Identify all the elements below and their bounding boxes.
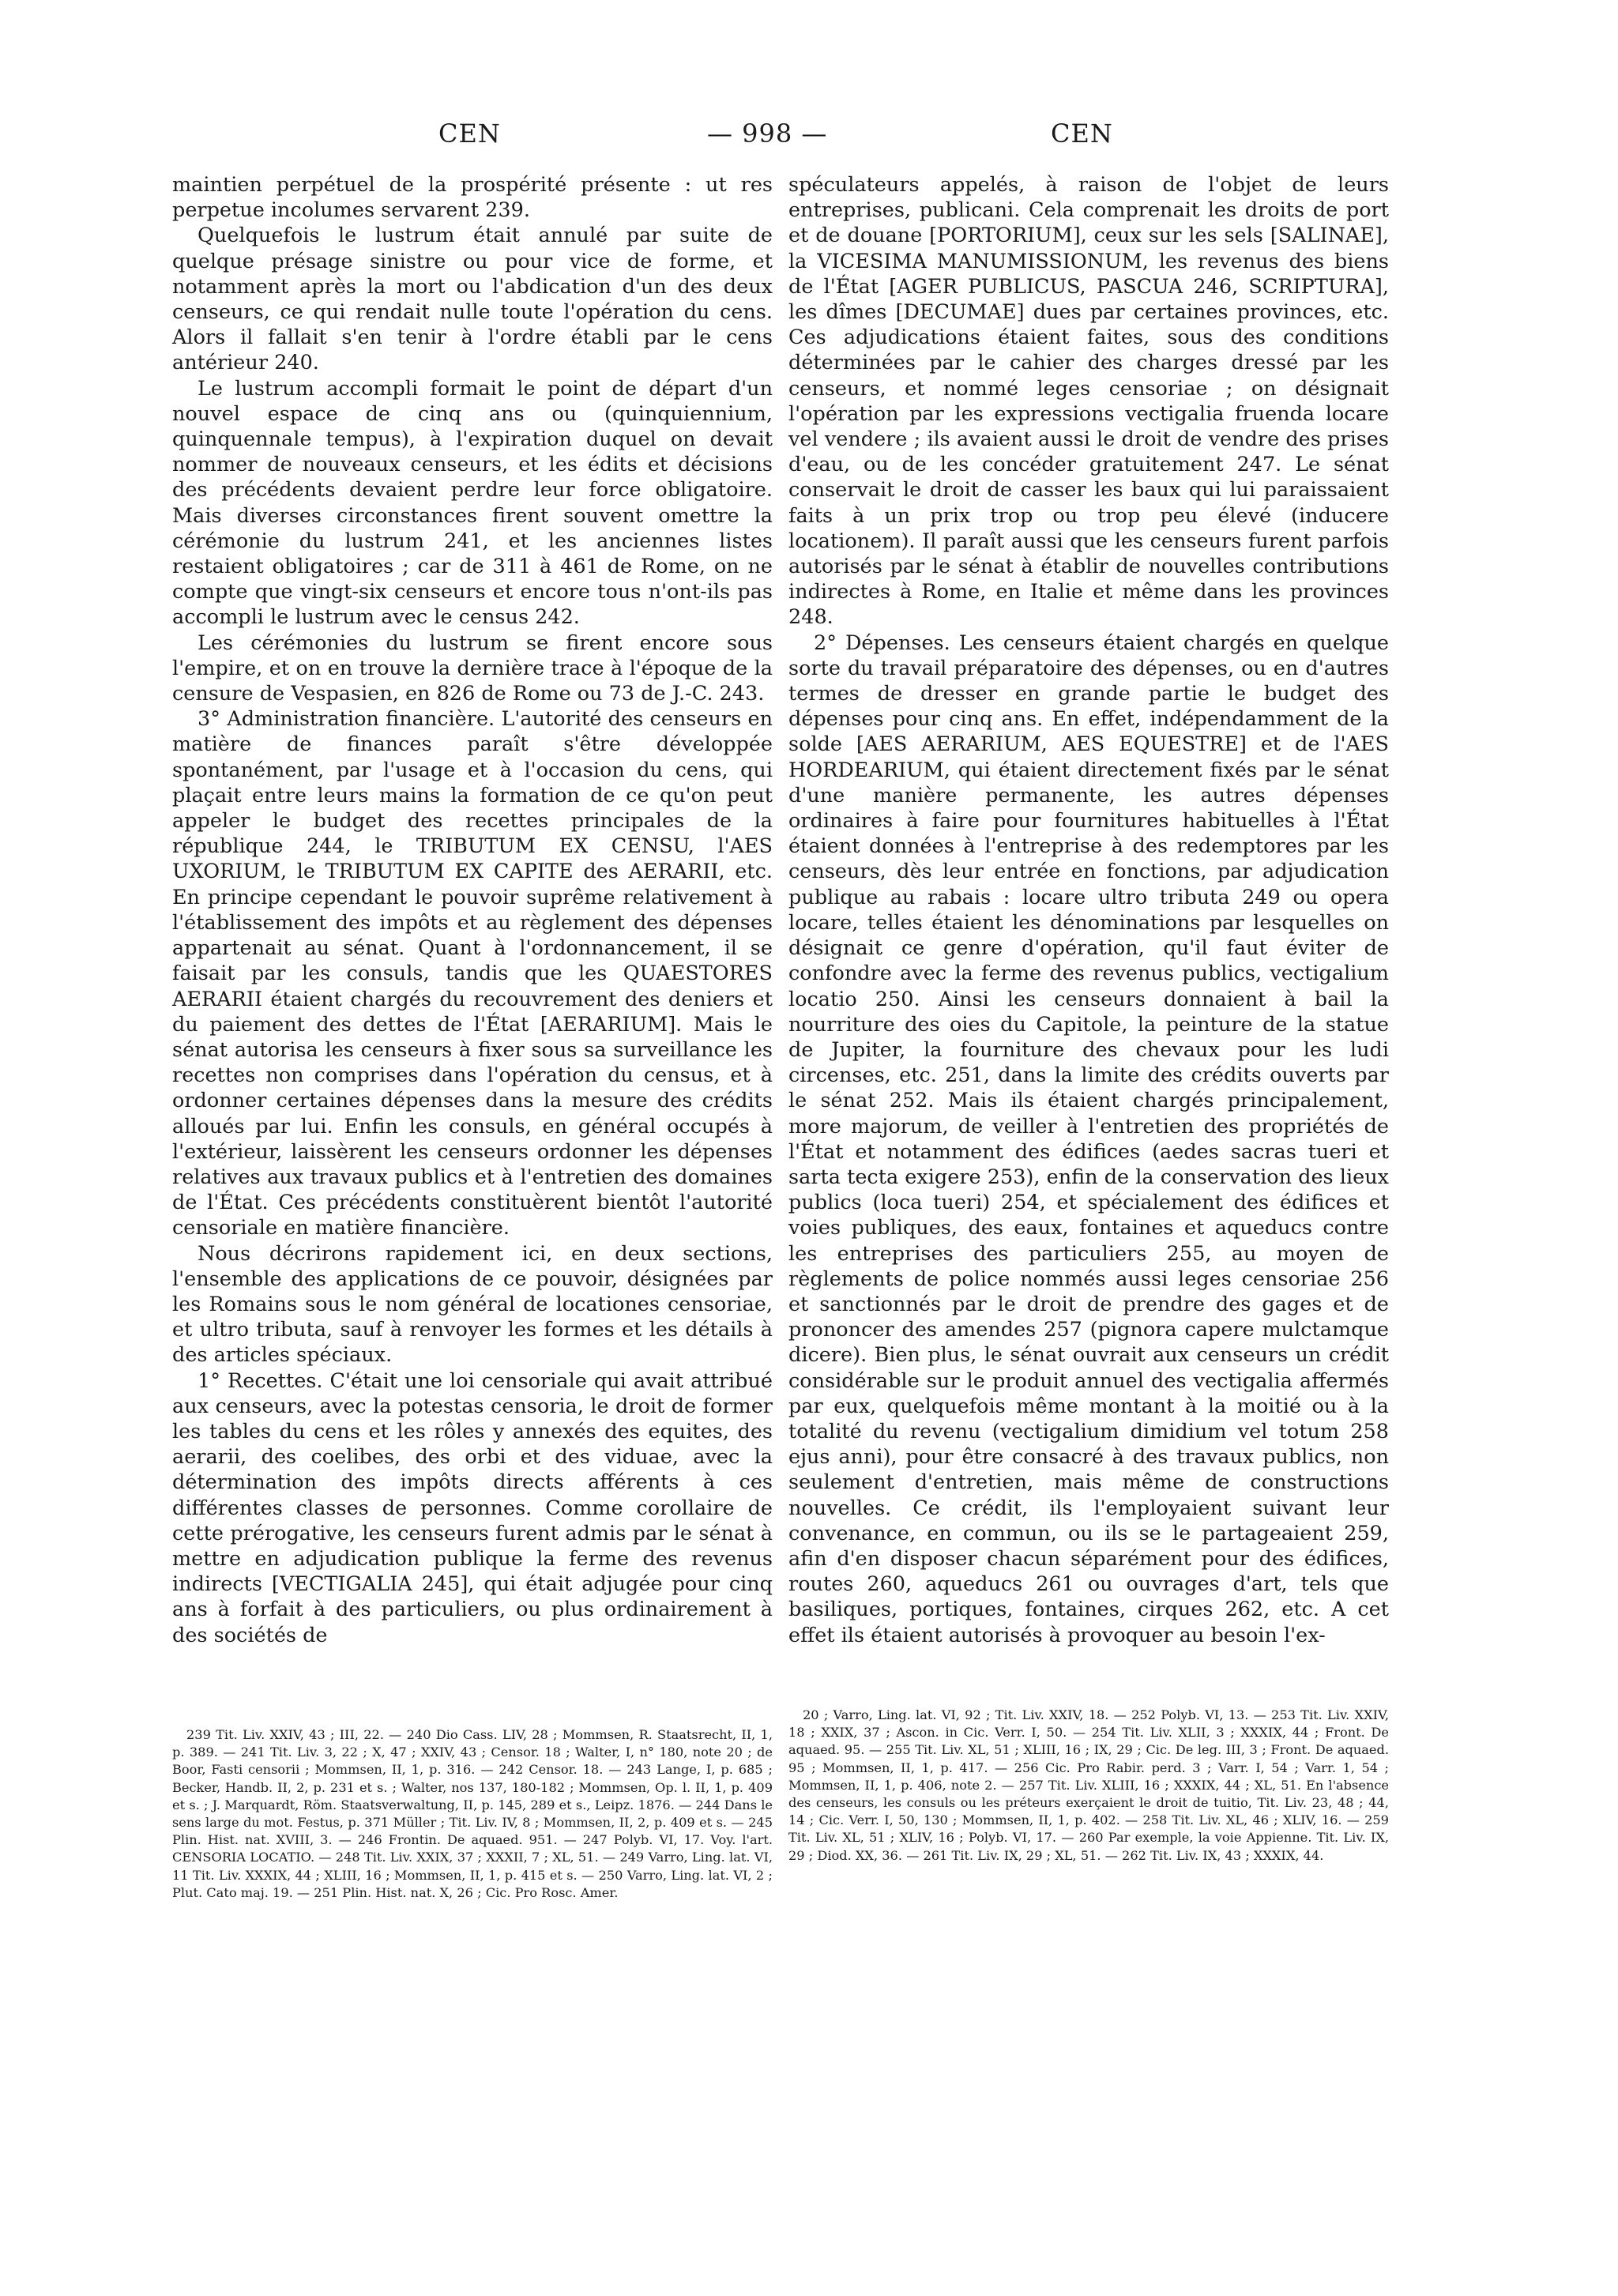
paragraph: Les cérémonies du lustrum se firent encore sous l'empire, et on en trouve la dernière trace à l'époque de la censure de Vespasien, en 826 de Rome ou 73 de J.-C. 243. — [172, 630, 773, 706]
paragraph: 3° Administration financière. L'autorité des censeurs en matière de finances paraît s'être développée spontanément, par l'usage et à l'occasion du cens, qui plaçait entre leurs mains la formation de ce qu'on peut appeler le budget des recettes principales de la république 244, le TRIBUTUM EX CENSU, l'AES UXORIUM, le TRIBUTUM EX CAPITE des AERARII, etc. En principe cependant le pouvoir suprême relativement à l'établissement des impôts et au règlement des dépenses appartenait au sénat. Quant à l'ordonnancement, il se faisait par les consuls, tandis que les QUAESTORES AERARII étaient chargés du recouvrement des deniers et du paiement des dettes de l'État [AERARIUM]. Mais le sénat autorisa les censeurs à fixer sous sa surveillance les recettes non comprises dans l'opération du census, et à ordonner certaines dépenses dans la mesure des crédits alloués par lui. Enfin les consuls, en général occupés à l'extérieur, laissèrent les censeurs ordonner les dépenses relatives aux travaux publics et à l'entretien des domaines de l'État. Ces précédents constituèrent bientôt l'autorité censoriale en matière financière. — [172, 707, 773, 1240]
running-head-right: CEN — [1051, 119, 1113, 149]
paragraph: Le lustrum accompli formait le point de départ d'un nouvel espace de cinq ans ou (quinquiennium, quinquennale tempus), à l'expiration duquel on devait nommer de nouveaux censeurs, et les édits et décisions des précédents devaient perdre leur force obligatoire. Mais diverses circonstances firent souvent omettre la cérémonie du lustrum 241, et les anciennes listes restaient obligatoires ; car de 311 à 461 de Rome, on ne compte que vingt-six censeurs et encore tous n'ont-ils pas accompli le lustrum avec le census 242. — [172, 376, 773, 630]
footnote-block: 239 Tit. Liv. XXIV, 43 ; III, 22. — 240 Dio Cass. LIV, 28 ; Mommsen, R. Staatsrecht, II, 1, p. 389. — 241 Tit. Liv. 3, 22 ; X, 47 ; XXIV, 43 ; Censor. 18 ; Walter, I, n° 180, note 20 ; de Boor, Fasti censorii ; Mommsen, II, 1, p. 316. — 242 Censor. 18. — 243 Lange, I, p. 685 ; Becker, Handb. II, 2, p. 231 et s. ; Walter, nos 137, 180-182 ; Mommsen, Op. l. II, 1, p. 409 et s. ; J. Marquardt, Röm. Staatsverwaltung, II, p. 145, 289 et s., Leipz. 1876. — 244 Dans le sens large du mot. Festus, p. 371 Müller ; Tit. Liv. IV, 8 ; Mommsen, II, 2, p. 409 et s. — 245 Plin. Hist. nat. XVIII, 3. — 246 Frontin. De aquaed. 951. — 247 Polyb. VI, 17. Voy. l'art. CENSORIA LOCATIO. — 248 Tit. Liv. XXIX, 37 ; XXXII, 7 ; XL, 51. — 249 Varro, Ling. lat. VI, 11 Tit. Liv. XXXIX, 44 ; XLIII, 16 ; Mommsen, II, 1, p. 415 et s. — 250 Varro, Ling. lat. VI, 2 ; Plut. Cato maj. 19. — 251 Plin. Hist. nat. X, 26 ; Cic. Pro Rosc. Amer. — [172, 1727, 773, 1900]
right-text-column — [788, 172, 1389, 1648]
running-head-left: CEN — [438, 119, 501, 149]
paragraph: Quelquefois le lustrum était annulé par suite de quelque présage sinistre ou pour vice de forme, et notamment après la mort ou l'abdication d'un des deux censeurs, ce qui rendait nulle toute l'opération du cens. Alors il fallait s'en tenir à l'ordre établi par le cens antérieur 240. — [172, 224, 773, 375]
paragraph: 2° Dépenses. Les censeurs étaient chargés en quelque sorte du travail préparatoire des dépenses, ou en d'autres termes de dresser en grande partie le budget des dépenses pour cinq ans. En effet, indépendamment de la solde [AES AERARIUM, AES EQUESTRE] et de l'AES HORDEARIUM, qui étaient directement fixés par le sénat d'une manière permanente, les autres dépenses ordinaires à faire pour fournitures habituelles à l'État étaient données à l'entreprise à des redemptores par les censeurs, dès leur entrée en fonctions, par adjudication publique au rabais : locare ultro tributa 249 ou opera locare, telles étaient les dénominations par lesquelles on désignait ce genre d'opération, qu'il faut éviter de confondre avec la ferme des revenus publics, vectigalium locatio 250. Ainsi les censeurs donnaient à bail la nourriture des oies du Capitole, la peinture de la statue de Jupiter, la fourniture des chevaux pour les ludi circenses, etc. 251, dans la limite des crédits ouverts par le sénat 252. Mais ils étaient chargés principalement, more majorum, de veiller à l'entretien des propriétés de l'État et notamment des édifices (aedes sacras tueri et sarta tecta exigere 253), enfin de la conservation des lieux publics (loca tueri) 254, et spécialement des édifices et voies publiques, des eaux, fontaines et aqueducs contre les entreprises des particuliers 255, au moyen de règlements de police nommés aussi leges censoriae 256 et sanctionnés par le droit de prendre des gages et de prononcer des amendes 257 (pignora capere mulctamque dicere). Bien plus, le sénat ouvrait aux censeurs un crédit considérable sur le produit annuel des vectigalia affermés par eux, quelquefois même montant à la moitié ou à la totalité du revenu (vectigalium dimidium vel totum 258 ejus anni), pour être consacré à des travaux publics, non seulement d'entretien, mais même de constructions nouvelles. Ce crédit, ils l'employaient suivant leur convenance, en commun, ou ils se le partageaient 259, afin d'en disposer chacun séparément pour des édifices, routes 260, aqueducs 261 ou ouvrages d'art, tels que basiliques, portiques, fontaines, cirques 262, etc. A cet effet ils étaient autorisés à provoquer au besoin l'ex- — [788, 630, 1389, 1647]
footnotes-left — [172, 1726, 773, 1902]
paragraph: Nous décrirons rapidement ici, en deux sections, l'ensemble des applications de ce pouvoir, désignées par les Romains sous le nom général de locationes censoriae, et ultro tributa, sauf à renvoyer les formes et les détails à des articles spéciaux. — [172, 1241, 773, 1368]
left-text-column — [172, 172, 773, 1648]
paragraph: maintien perpétuel de la prospérité présente : ut res perpetue incolumes servarent 239. — [172, 173, 773, 223]
footnotes-right — [788, 1707, 1389, 1865]
footnote-block: 20 ; Varro, Ling. lat. VI, 92 ; Tit. Liv. XXIV, 18. — 252 Polyb. VI, 13. — 253 Tit. Liv. XXIV, 18 ; XXIX, 37 ; Ascon. in Cic. Verr. I, 50. — 254 Tit. Liv. XLII, 3 ; XXXIX, 44 ; Front. De aquaed. 95. — 255 Tit. Liv. XL, 51 ; XLIII, 16 ; IX, 29 ; Cic. De leg. III, 3 ; Front. De aquaed. 95 ; Mommsen, II, 1, p. 417. — 256 Cic. Pro Rabir. perd. 3 ; Varr. I, 54 ; Varr. 1, 54 ; Mommsen, II, 1, p. 406, note 2. — 257 Tit. Liv. XLIII, 16 ; XXXIX, 44 ; XL, 51. En l'absence des censeurs, les consuls ou les préteurs exerçaient le droit de tuitio, Tit. Liv. 23, 48 ; 44, 14 ; Cic. Verr. I, 50, 130 ; Mommsen, II, 1, p. 402. — 258 Tit. Liv. XL, 46 ; XLIV, 16. — 259 Tit. Liv. XL, 51 ; XLIV, 16 ; Polyb. VI, 17. — 260 Par exemple, la voie Appienne. Tit. Liv. IX, 29 ; Diod. XX, 36. — 261 Tit. Liv. IX, 29 ; XL, 51. — 262 Tit. Liv. IX, 43 ; XXXIX, 44. — [788, 1707, 1389, 1863]
paragraph: 1° Recettes. C'était une loi censoriale qui avait attribué aux censeurs, avec la potestas censoria, le droit de former les tables du cens et les rôles y annexés des equites, des aerarii, des coelibes, des orbi et des viduae, avec la détermination des impôts directs afférents à ces différentes classes de personnes. Comme corollaire de cette prérogative, les censeurs furent admis par le sénat à mettre en adjudication publique la ferme des revenus indirects [VECTIGALIA 245], qui était adjugée pour cinq ans à forfait à des particuliers, ou plus ordinairement à des sociétés de — [172, 1368, 773, 1647]
page-number: — 998 — — [707, 119, 828, 149]
paragraph: spéculateurs appelés, à raison de l'objet de leurs entreprises, publicani. Cela comprenait les droits de port et de douane [PORTORIUM], ceux sur les sels [SALINAE], la VICESIMA MANUMISSIONUM, les revenus des biens de l'État [AGER PUBLICUS, PASCUA 246, SCRIPTURA], les dîmes [DECUMAE] dues par certaines provinces, etc. Ces adjudications étaient faites, sous des conditions déterminées par le cahier des charges dressé par les censeurs, et nommé leges censoriae ; on désignait l'opération par les expressions vectigalia fruenda locare vel vendere ; ils avaient aussi le droit de vendre des prises d'eau, ou de les concéder gratuitement 247. Le sénat conservait le droit de casser les baux qui lui paraissaient faits à un prix trop ou trop peu élevé (inducere locationem). Il paraît aussi que les censeurs furent parfois autorisés par le sénat à établir de nouvelles contributions indirectes à Rome, en Italie et même dans les provinces 248. — [788, 173, 1389, 630]
